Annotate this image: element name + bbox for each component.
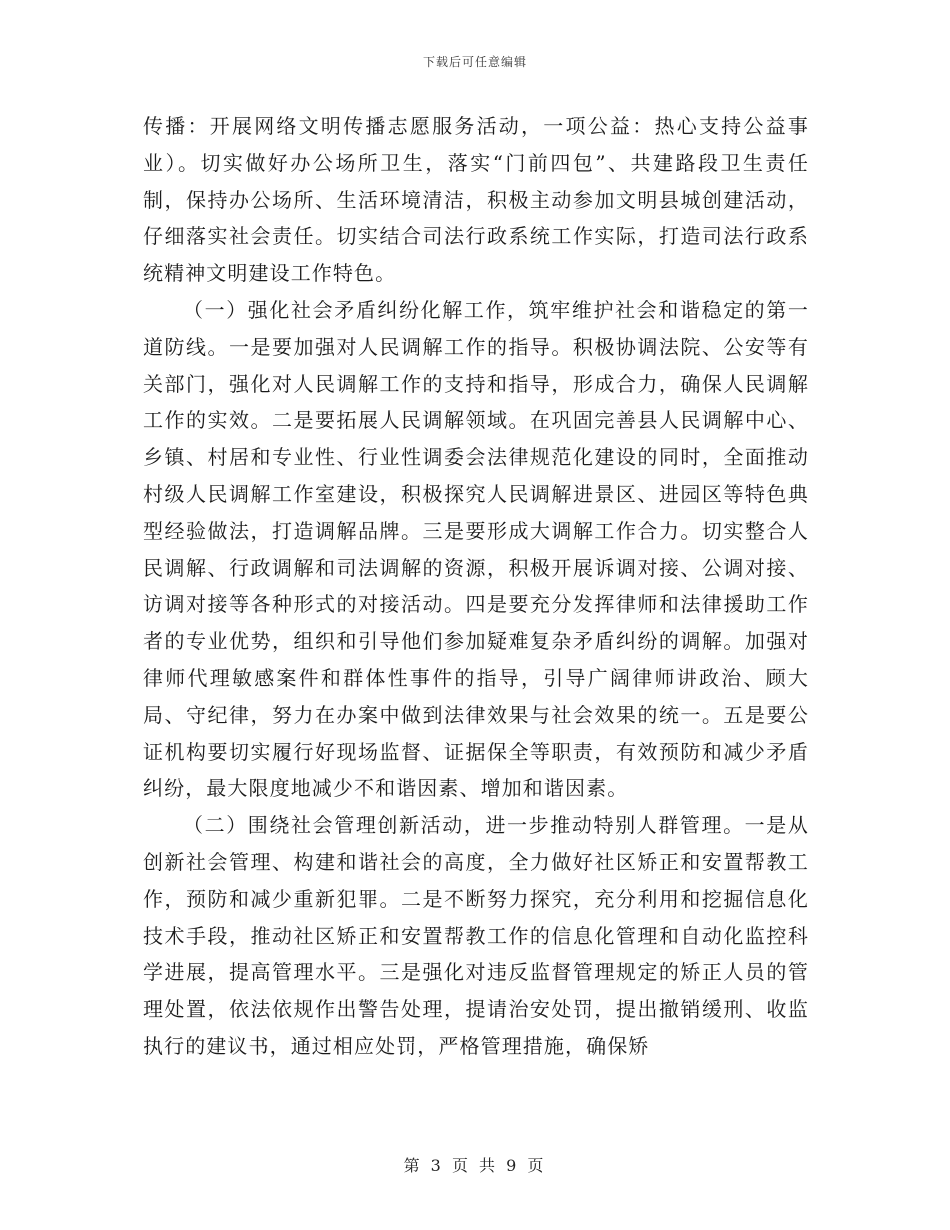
page-number-footer: 第 3 页 共 9 页 (403, 1156, 547, 1175)
document-body (143, 108, 809, 1065)
paragraph-2: （一）强化社会矛盾纠纷化解工作，筑牢维护社会和谐稳定的第一道防线。一是要加强对人民调解工作的指导。积极协调法院、公安等有关部门，强化对人民调解工作的支持和指导，形成合力，确保人民调解工作的实效。二是要拓展人民调解领域。在巩固完善县人民调解中心、乡镇、村居和专业性、行业性调委会法律规范化建设的同时，全面推动村级人民调解工作室建设，积极探究人民调解进景区、进园区等特色典型经验做法，打造调解品牌。三是要形成大调解工作合力。切实整合人民调解、行政调解和司法调解的资源，积极开展诉调对接、公调对接、访调对接等各种形式的对接活动。四是要充分发挥律师和法律援助工作者的专业优势，组织和引导他们参加疑难复杂矛盾纠纷的调解。加强对律师代理敏感案件和群体性事件的指导，引导广阔律师讲政治、顾大局、守纪律，努力在办案中做到法律效果与社会效果的统一。五是要公证机构要切实履行好现场监督、证据保全等职责，有效预防和减少矛盾纠纷，最大限度地减少不和谐因素、增加和谐因素。 (143, 297, 809, 801)
paragraph-3: （二）围绕社会管理创新活动，进一步推动特别人群管理。一是从创新社会管理、构建和谐社会的高度，全力做好社区矫正和安置帮教工作，预防和减少重新犯罪。二是不断努力探究，充分利用和挖掘信息化技术手段，推动社区矫正和安置帮教工作的信息化管理和自动化监控科学进展，提高管理水平。三是强化对违反监督管理规定的矫正人员的管理处置，依法依规作出警告处理，提请治安处罚，提出撤销缓刑、收监执行的建议书，通过相应处罚，严格管理措施，确保矫 (143, 813, 809, 1058)
paragraph-1: 传播：开展网络文明传播志愿服务活动，一项公益：热心支持公益事业）。切实做好办公场所卫生，落实“门前四包”、共建路段卫生责任制，保持办公场所、生活环境清洁，积极主动参加文明县城创建活动，仔细落实社会责任。切实结合司法行政系统工作实际，打造司法行政系统精神文明建设工作特色。 (143, 114, 809, 286)
page-header: 下载后可任意编辑 (422, 55, 527, 69)
